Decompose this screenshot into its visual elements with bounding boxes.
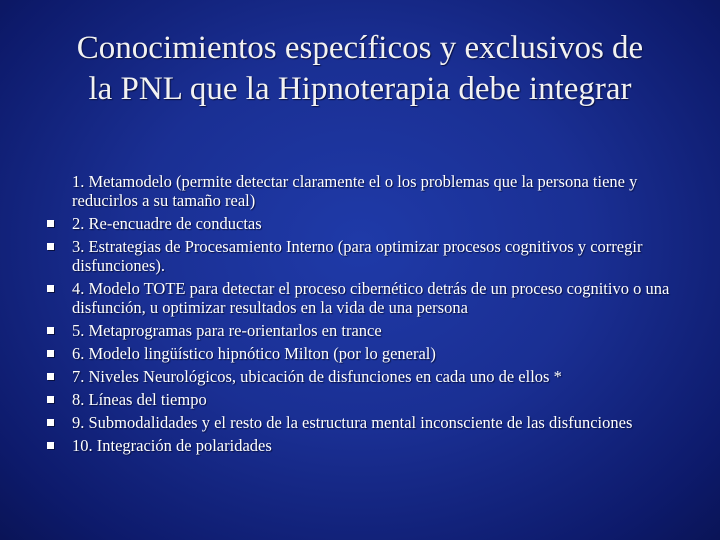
list-item: [40, 413, 700, 432]
list-item-text: 5. Metaprogramas para re-orientarlos en trance: [72, 321, 382, 340]
slide-title: [20, 28, 700, 110]
title-line-1: Conocimientos específicos y exclusivos de: [76, 30, 644, 66]
list-item-text: 1. Metamodelo (permite detectar claramente el o los problemas que la persona tiene y reducirlos a su tamaño real): [72, 172, 638, 210]
list-item-text: 6. Modelo lingüístico hipnótico Milton (por lo general): [72, 344, 436, 363]
bullet-icon: [47, 419, 54, 426]
list-item: [40, 321, 700, 340]
bullet-icon: [47, 285, 54, 292]
list-item-text: 3. Estrategias de Procesamiento Interno (para optimizar procesos cognitivos y corregir disfunciones).: [72, 237, 643, 275]
list-item-text: 2. Re-encuadre de conductas: [72, 214, 262, 233]
bullet-icon: [47, 442, 54, 449]
bullet-icon: [47, 373, 54, 380]
list-item: [40, 279, 700, 317]
bullet-icon: [47, 243, 54, 250]
list-item: [40, 436, 700, 455]
bullet-icon: [47, 220, 54, 227]
list-item-text: 8. Líneas del tiempo: [72, 390, 207, 409]
list-item: [40, 344, 700, 363]
content-list: [40, 172, 700, 459]
list-item: [40, 237, 700, 275]
list-item-text: 10. Integración de polaridades: [72, 436, 272, 455]
bullet-icon: [47, 327, 54, 334]
list-item: [40, 390, 700, 409]
title-line-2: la PNL que la Hipnoterapia debe integrar: [88, 71, 632, 107]
bullet-icon: [47, 350, 54, 357]
list-item: [40, 367, 700, 386]
bullet-icon: [47, 396, 54, 403]
list-item-text: 7. Niveles Neurológicos, ubicación de disfunciones en cada uno de ellos *: [72, 367, 562, 386]
list-item-text: 9. Submodalidades y el resto de la estructura mental inconsciente de las disfunciones: [72, 413, 633, 432]
list-item-intro: [40, 172, 700, 210]
list-item: [40, 214, 700, 233]
list-item-text: 4. Modelo TOTE para detectar el proceso cibernético detrás de un proceso cognitivo o una disfunción, u optimizar resultados en la vida de una persona: [72, 279, 670, 317]
